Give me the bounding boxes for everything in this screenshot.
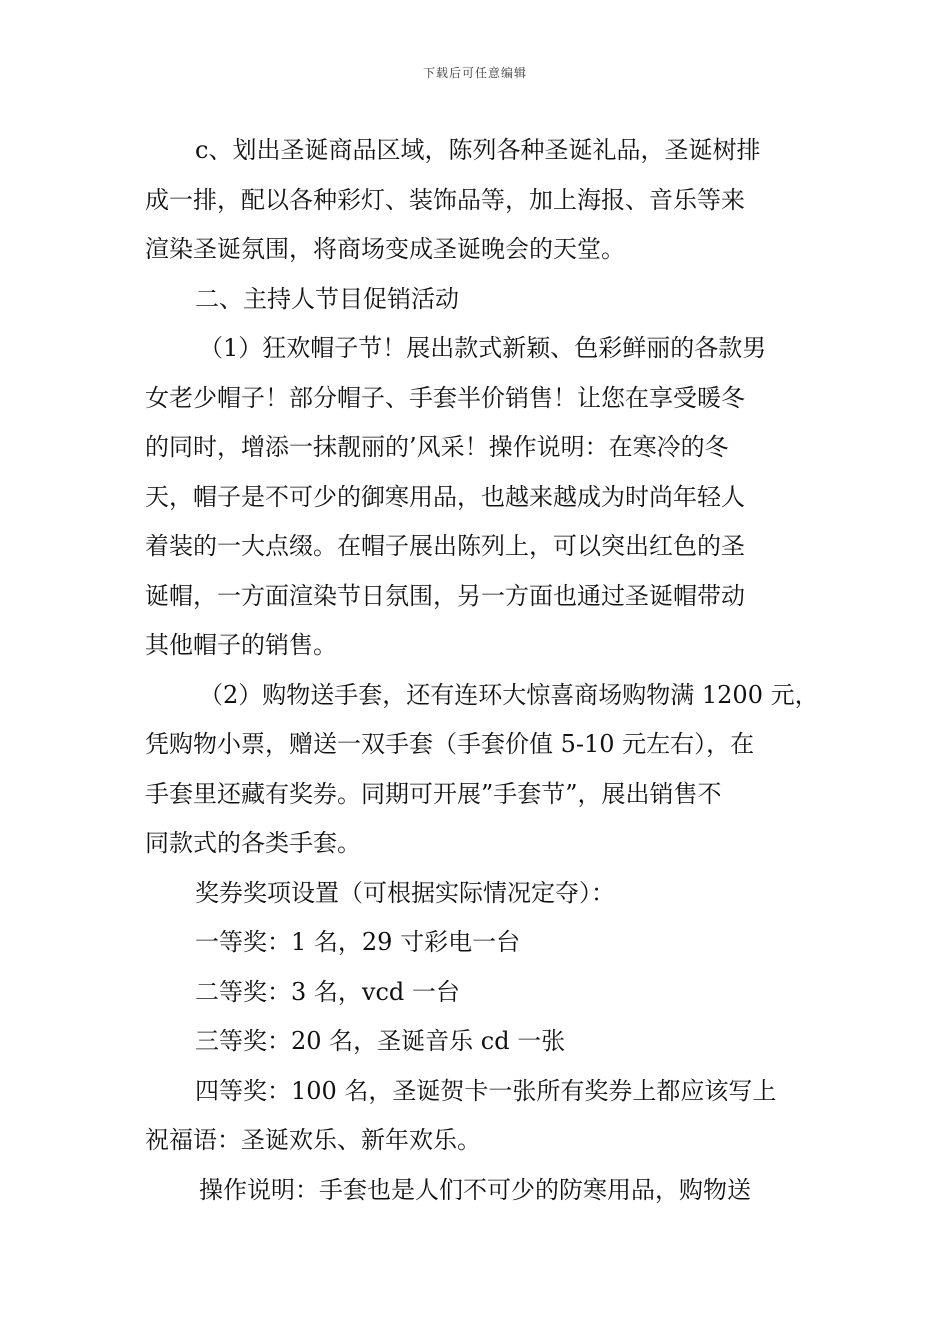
paragraph-2-line-2: 凭购物小票，赠送一双手套（手套价值 5-10 元左右），在 (145, 730, 755, 758)
paragraph-1-line-4: 天，帽子是不可少的御寒用品，也越来越成为时尚年轻人 (145, 482, 745, 511)
paragraph-1-line-3: 的同时，增添一抹靓丽的’风采！操作说明：在寒冷的冬 (145, 433, 729, 461)
prize-first: 一等奖：1 名，29 寸彩电一台 (195, 928, 521, 956)
prize-fourth-line-1: 四等奖：100 名，圣诞贺卡一张所有奖券上都应该写上 (195, 1076, 777, 1105)
paragraph-1-line-7: 其他帽子的销售。 (145, 631, 337, 659)
paragraph-1-line-5: 着装的一大点缀。在帽子展出陈列上，可以突出红色的圣 (145, 532, 745, 560)
paragraph-c-line-2: 成一排，配以各种彩灯、装饰品等，加上海报、音乐等来 (145, 185, 745, 214)
paragraph-1-line-1: （1）狂欢帽子节！展出款式新颖、色彩鲜丽的各款男 (199, 334, 767, 362)
prize-third: 三等奖：20 名，圣诞音乐 cd 一张 (195, 1027, 566, 1055)
paragraph-2-line-1: （2）购物送手套，还有连环大惊喜商场购物满 1200 元， (199, 680, 819, 709)
paragraph-2-line-3: 手套里还藏有奖券。同期可开展”手套节”，展出销售不 (145, 779, 722, 808)
paragraph-1-line-6: 诞帽，一方面渲染节日氛围，另一方面也通过圣诞帽带动 (145, 581, 745, 610)
paragraph-2-line-4: 同款式的各类手套。 (145, 829, 361, 857)
prize-second: 二等奖：3 名，vcd 一台 (195, 977, 460, 1006)
operation-note-line-1: 操作说明：手套也是人们不可少的防寒用品，购物送 (199, 1175, 751, 1204)
section-heading: 二、主持人节目促销活动 (195, 284, 459, 313)
paragraph-c-line-1: c、划出圣诞商品区域，陈列各种圣诞礼品，圣诞树排 (195, 136, 761, 164)
document-body (145, 126, 825, 1215)
prize-fourth-line-2: 祝福语：圣诞欢乐、新年欢乐。 (145, 1126, 481, 1154)
paragraph-1-line-2: 女老少帽子！部分帽子、手套半价销售！让您在享受暖冬 (145, 383, 745, 412)
prize-settings-heading: 奖券奖项设置（可根据实际情况定夺）： (195, 878, 615, 907)
paragraph-c-line-3: 渲染圣诞氛围，将商场变成圣诞晚会的天堂。 (145, 235, 625, 263)
page-header: 下载后可任意编辑 (422, 66, 527, 80)
